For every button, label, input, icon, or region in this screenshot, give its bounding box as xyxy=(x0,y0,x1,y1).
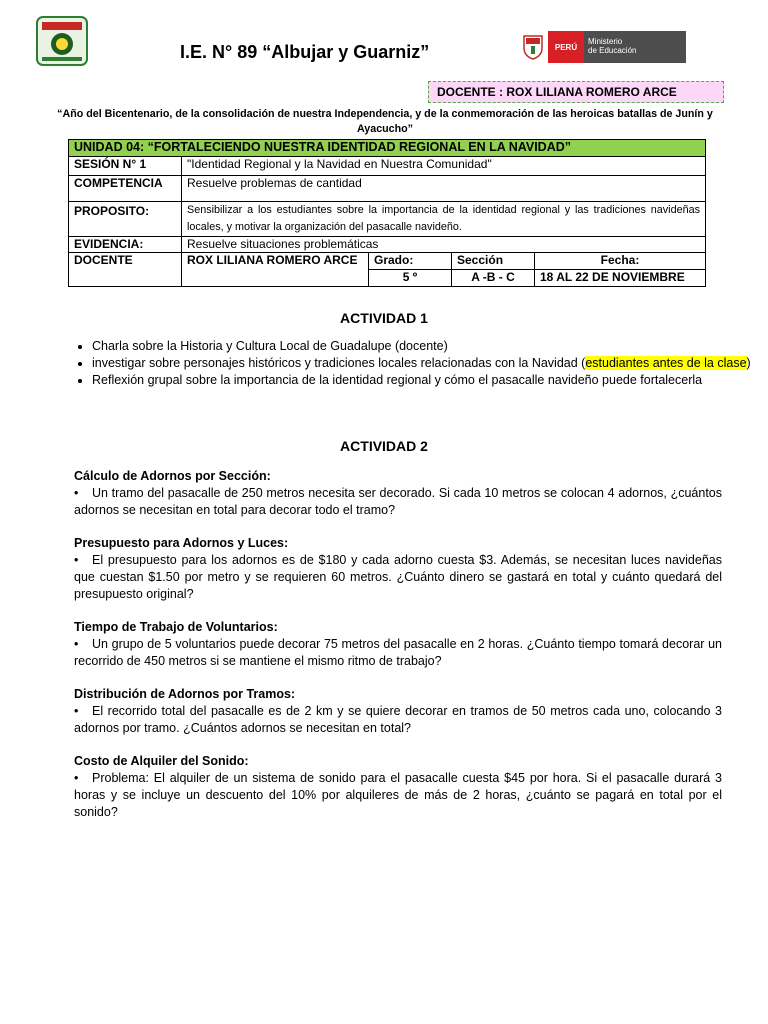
problem-title: Presupuesto para Adornos y Luces: xyxy=(74,536,289,550)
list-item xyxy=(92,338,752,355)
problem-list xyxy=(74,468,722,837)
session-row xyxy=(69,157,706,176)
evidencia-value: Resuelve situaciones problemáticas xyxy=(182,237,706,253)
proposito-value: Sensibilizar a los estudiantes sobre la importancia de la identidad regional y las tradiciones navideñas locales, y motivar la organización del pasacalle navideño. xyxy=(182,202,706,237)
list-item xyxy=(92,372,752,389)
proposito-label: PROPOSITO: xyxy=(69,202,182,237)
problem-text xyxy=(74,552,722,603)
year-motto: “Año del Bicentenario, de la consolidación de nuestra Independencia, y de la conmemoración de las heroicas batallas de Junín y Ayacucho” xyxy=(57,108,713,135)
competencia-row xyxy=(69,176,706,202)
list-item-text: Charla sobre la Historia y Cultura Local de Guadalupe (docente) xyxy=(92,339,448,353)
competencia-value: Resuelve problemas de cantidad xyxy=(182,176,706,202)
grado-label: Grado: xyxy=(369,253,452,270)
list-item-text: investigar sobre personajes históricos y tradiciones locales relacionadas con la Navidad ( xyxy=(92,356,586,370)
problem-item xyxy=(74,619,722,670)
minedu-ministry-line2: de Educación xyxy=(588,46,637,55)
peru-shield-icon xyxy=(518,31,548,63)
grado-value: 5 º xyxy=(369,270,452,287)
problem-item xyxy=(74,468,722,519)
problem-statement: El presupuesto para los adornos es de $180 y cada adorno cuesta $3. Además, se necesitan luces navideñas que cuestan $1.50 por metro y se requieren 60 metros. ¿Cuánto dinero se gastará en total y cuánto quedará del presupuesto original? xyxy=(74,553,722,601)
docente-row xyxy=(69,253,706,270)
session-label: SESIÓN N° 1 xyxy=(69,157,182,176)
bullet-icon: • xyxy=(74,486,79,500)
minedu-ministry xyxy=(584,31,686,63)
problem-statement: El recorrido total del pasacalle es de 2 km y se quiere decorar en tramos de 50 metros cada uno, colocando 3 adornos por tramo. ¿Cuántos adornos se necesitan en total? xyxy=(74,704,722,735)
problem-statement: Un tramo del pasacalle de 250 metros necesita ser decorado. Si cada 10 metros se colocan 4 adornos, ¿cuántos adornos se necesitan en total para decorar todo el tramo? xyxy=(74,486,722,517)
bullet-icon: • xyxy=(74,637,79,651)
competencia-label: COMPETENCIA xyxy=(69,176,182,202)
problem-text xyxy=(74,636,722,670)
evidencia-row xyxy=(69,237,706,253)
school-name: I.E. N° 89 “Albujar y Guarniz” xyxy=(180,42,430,62)
actividad-1-title: ACTIVIDAD 1 xyxy=(340,310,428,326)
seccion-value: A -B - C xyxy=(452,270,535,287)
bullet-icon: • xyxy=(74,704,79,718)
docente-label: DOCENTE xyxy=(69,253,182,287)
bullet-icon: • xyxy=(74,771,79,785)
fecha-label: Fecha: xyxy=(535,253,706,270)
problem-item xyxy=(74,753,722,821)
session-info-table xyxy=(68,139,706,287)
minedu-ministry-line1: Ministerio xyxy=(588,37,623,46)
school-logo xyxy=(36,16,88,66)
problem-text xyxy=(74,703,722,737)
list-item-text: Reflexión grupal sobre la importancia de la identidad regional y cómo el pasacalle navideño puede fortalecerla xyxy=(92,373,703,387)
highlighted-text: estudiantes antes de la clase xyxy=(585,356,747,370)
proposito-row xyxy=(69,202,706,237)
docente-banner: DOCENTE : ROX LILIANA ROMERO ARCE xyxy=(428,81,724,103)
bullet-icon: • xyxy=(74,553,79,567)
minedu-logo xyxy=(518,31,686,63)
evidencia-label: EVIDENCIA: xyxy=(69,237,182,253)
seccion-label: Sección xyxy=(452,253,535,270)
problem-title: Tiempo de Trabajo de Voluntarios: xyxy=(74,620,278,634)
list-item-text-end: ) xyxy=(746,356,751,370)
problem-item xyxy=(74,686,722,737)
problem-title: Distribución de Adornos por Tramos: xyxy=(74,687,296,701)
list-item xyxy=(92,355,752,372)
problem-statement: Problema: El alquiler de un sistema de sonido para el pasacalle cuesta $45 por hora. Si el pasacalle durará 3 horas y se incluye un descuento del 10% por alquileres de más de 2 horas, ¿cuánto se pagará en total por el sonido? xyxy=(74,771,722,819)
problem-item xyxy=(74,535,722,603)
problem-statement: Un grupo de 5 voluntarios puede decorar 75 metros del pasacalle en 2 horas. ¿Cuánto tiempo tomará decorar un recorrido de 450 metros si se mantiene el mismo ritmo de trabajo? xyxy=(74,637,722,668)
actividad-1-list xyxy=(68,338,752,389)
unit-title: UNIDAD 04: “FORTALECIENDO NUESTRA IDENTIDAD REGIONAL EN LA NAVIDAD” xyxy=(69,140,706,157)
problem-title: Cálculo de Adornos por Sección: xyxy=(74,469,271,483)
problem-text xyxy=(74,770,722,821)
minedu-country: PERÚ xyxy=(548,31,584,63)
actividad-2-title: ACTIVIDAD 2 xyxy=(340,438,428,454)
session-value: "Identidad Regional y la Navidad en Nuestra Comunidad" xyxy=(182,157,706,176)
docente-value: ROX LILIANA ROMERO ARCE xyxy=(182,253,369,287)
unit-row xyxy=(69,140,706,157)
problem-title: Costo de Alquiler del Sonido: xyxy=(74,754,249,768)
problem-text xyxy=(74,485,722,519)
fecha-value: 18 AL 22 DE NOVIEMBRE xyxy=(535,270,706,287)
